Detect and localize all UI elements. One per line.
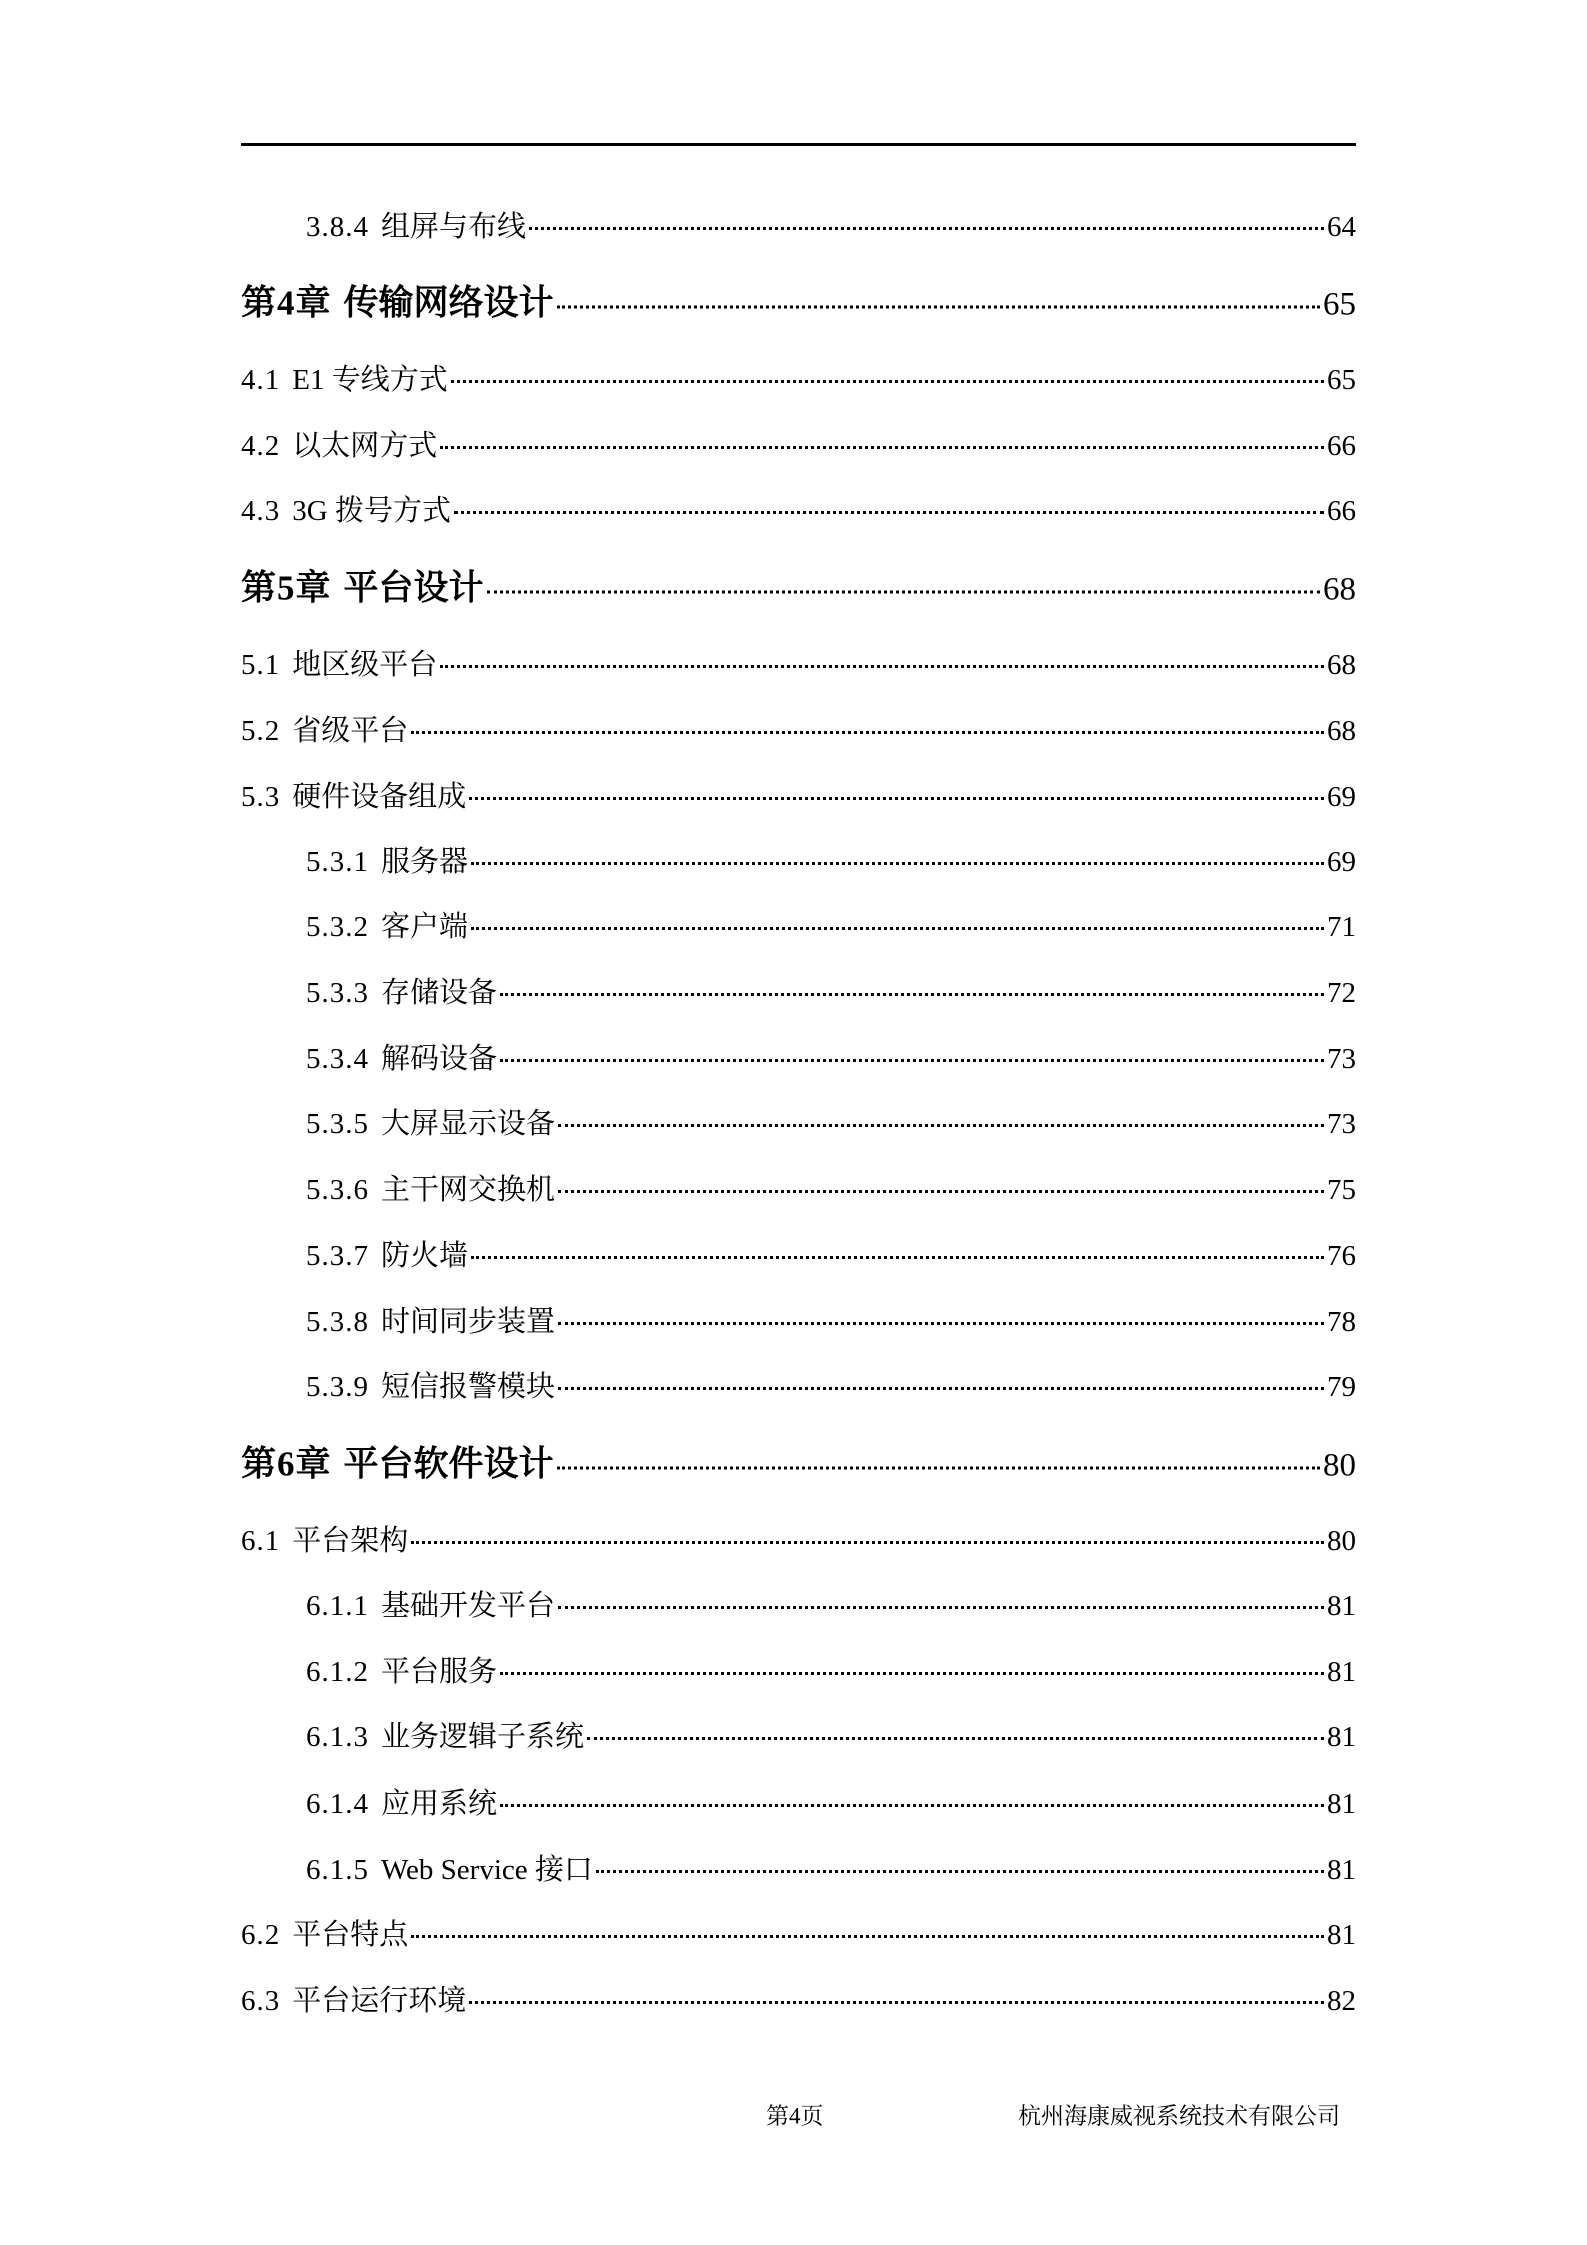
toc-entry-number: 6.1.3	[306, 1721, 369, 1753]
toc-entry[interactable]	[306, 1784, 1356, 1824]
toc-entry-page: 68	[1323, 571, 1356, 608]
toc-entry-number: 5.3.3	[306, 977, 369, 1009]
toc-entry-title: 硬件设备组成	[292, 781, 467, 813]
toc-entry[interactable]	[241, 426, 1356, 466]
toc-entry[interactable]	[241, 281, 1356, 328]
dot-leader	[596, 1870, 1324, 1873]
dot-leader	[557, 306, 1320, 309]
toc-entry-title: 基础开发平台	[381, 1590, 556, 1622]
toc-entry[interactable]	[306, 1039, 1356, 1079]
toc-entry-title: 客户端	[381, 911, 469, 943]
toc-entry-title: 时间同步装置	[381, 1306, 556, 1338]
toc-entry[interactable]	[241, 1981, 1356, 2021]
toc-entry-number: 5.3.1	[306, 846, 369, 878]
toc-entry-page: 81	[1327, 1788, 1356, 1820]
toc-entry-page: 68	[1327, 649, 1356, 681]
toc-entry-number: 4.3	[241, 495, 281, 527]
toc-entry-number: 5.3.2	[306, 911, 369, 943]
dot-leader	[471, 1256, 1324, 1259]
toc-entry-number: 5.3.7	[306, 1240, 369, 1272]
dot-leader	[440, 665, 1324, 668]
toc-entry-title: 平台设计	[343, 568, 484, 608]
toc-entry-title: 主干网交换机	[381, 1174, 556, 1206]
toc-entry-number: 5.3.8	[306, 1306, 369, 1338]
footer-company-name: 杭州海康威视系统技术有限公司	[1018, 2103, 1340, 2129]
toc-entry-number: 6.1.1	[306, 1590, 369, 1622]
toc-entry-page: 82	[1327, 1985, 1356, 2017]
toc-entry-number: 5.3.9	[306, 1371, 369, 1403]
toc-entry-page: 73	[1327, 1108, 1356, 1140]
toc-entry-number: 第6章	[241, 1444, 332, 1484]
toc-entry-number: 6.1.5	[306, 1854, 369, 1886]
toc-entry-page: 73	[1327, 1043, 1356, 1075]
toc-entry-title: 解码设备	[381, 1043, 498, 1075]
toc-entry-page: 78	[1327, 1306, 1356, 1338]
toc-entry[interactable]	[241, 1442, 1356, 1489]
dot-leader	[529, 227, 1324, 230]
toc-entry-page: 81	[1327, 1721, 1356, 1753]
toc-entry[interactable]	[241, 566, 1356, 613]
toc-entry-page: 65	[1327, 364, 1356, 396]
toc-entry-page: 80	[1323, 1447, 1356, 1484]
footer-page-number: 第4页	[766, 2103, 824, 2129]
toc-entry-page: 71	[1327, 911, 1356, 943]
toc-entry[interactable]	[306, 1104, 1356, 1144]
toc-entry[interactable]	[241, 777, 1356, 817]
toc-entry-number: 第4章	[241, 283, 332, 323]
toc-entry[interactable]	[241, 1521, 1356, 1561]
dot-leader	[469, 2001, 1324, 2004]
toc-entry[interactable]	[306, 842, 1356, 882]
toc-entry-page: 81	[1327, 1854, 1356, 1886]
toc-entry-title: 组屏与布线	[381, 211, 527, 243]
toc-entry[interactable]	[306, 1586, 1356, 1626]
toc-entry-page: 69	[1327, 846, 1356, 878]
toc-entry-number: 5.3.4	[306, 1043, 369, 1075]
toc-entry[interactable]	[306, 1170, 1356, 1210]
dot-leader	[558, 1387, 1324, 1390]
toc-entry[interactable]	[241, 491, 1356, 531]
toc-entry-title: 平台特点	[292, 1919, 409, 1951]
dot-leader	[558, 1322, 1324, 1325]
toc-entry[interactable]	[241, 360, 1356, 400]
toc-entry[interactable]	[306, 1367, 1356, 1407]
dot-leader	[451, 380, 1324, 383]
toc-entry-page: 69	[1327, 781, 1356, 813]
toc-entry-title: 以太网方式	[292, 430, 438, 462]
toc-entry-page: 80	[1327, 1525, 1356, 1557]
toc-entry-title: 3G 拨号方式	[292, 495, 451, 527]
dot-leader	[587, 1737, 1324, 1740]
dot-leader	[500, 1059, 1324, 1062]
toc-entry-page: 66	[1327, 430, 1356, 462]
toc-entry-number: 6.1	[241, 1525, 281, 1557]
toc-entry-number: 3.8.4	[306, 211, 369, 243]
toc-entry-number: 6.3	[241, 1985, 281, 2017]
toc-entry-number: 4.2	[241, 430, 281, 462]
toc-entry-title: 服务器	[381, 846, 469, 878]
dot-leader	[471, 862, 1324, 865]
toc-entry-page: 72	[1327, 977, 1356, 1009]
toc-entry-number: 5.1	[241, 649, 281, 681]
dot-leader	[411, 1541, 1324, 1544]
toc-entry-page: 76	[1327, 1240, 1356, 1272]
dot-leader	[500, 1672, 1324, 1675]
toc-entry[interactable]	[306, 1236, 1356, 1276]
toc-entry-title: 短信报警模块	[381, 1371, 556, 1403]
toc-entry-number: 6.2	[241, 1919, 281, 1951]
dot-leader	[487, 591, 1320, 594]
toc-entry-title: 大屏显示设备	[381, 1108, 556, 1140]
toc-entry[interactable]	[241, 711, 1356, 751]
dot-leader	[558, 1124, 1324, 1127]
toc-entry-title: 平台服务	[381, 1656, 498, 1688]
dot-leader	[411, 731, 1324, 734]
toc-entry-title: Web Service 接口	[381, 1854, 593, 1886]
toc-entry-number: 5.3.5	[306, 1108, 369, 1140]
dot-leader	[557, 1467, 1320, 1470]
dot-leader	[558, 1190, 1324, 1193]
toc-entry-title: 应用系统	[381, 1788, 498, 1820]
toc-entry-title: 业务逻辑子系统	[381, 1721, 585, 1753]
toc-entry-number: 4.1	[241, 364, 281, 396]
toc-entry-page: 81	[1327, 1656, 1356, 1688]
toc-entry-title: 平台软件设计	[343, 1444, 554, 1484]
toc-entry-title: 传输网络设计	[343, 283, 554, 323]
toc-entry-number: 第5章	[241, 568, 332, 608]
dot-leader	[500, 1804, 1324, 1807]
toc-entry-number: 6.1.4	[306, 1788, 369, 1820]
toc-entry[interactable]	[306, 1717, 1356, 1757]
dot-leader	[440, 446, 1324, 449]
toc-entry-number: 5.2	[241, 715, 281, 747]
toc-entry[interactable]	[306, 1302, 1356, 1342]
toc-entry-page: 65	[1323, 286, 1356, 323]
toc-entry[interactable]	[306, 907, 1356, 947]
dot-leader	[500, 993, 1324, 996]
toc-entry-number: 5.3.6	[306, 1174, 369, 1206]
toc-entry-title: 地区级平台	[292, 649, 438, 681]
toc-entry-title: 平台架构	[292, 1525, 409, 1557]
toc-entry-title: 存储设备	[381, 977, 498, 1009]
toc-entry-title: E1 专线方式	[292, 364, 448, 396]
dot-leader	[558, 1606, 1324, 1609]
dot-leader	[469, 797, 1324, 800]
toc-entry[interactable]	[306, 973, 1356, 1013]
toc-entry-page: 81	[1327, 1919, 1356, 1951]
toc-entry-title: 平台运行环境	[292, 1985, 467, 2017]
toc-entry-page: 81	[1327, 1590, 1356, 1622]
toc-entry-page: 68	[1327, 715, 1356, 747]
toc-entry-page: 66	[1327, 495, 1356, 527]
dot-leader	[454, 511, 1324, 514]
toc-entry-page: 64	[1327, 211, 1356, 243]
toc-entry-number: 5.3	[241, 781, 281, 813]
header-rule	[241, 143, 1356, 146]
toc-entry-title: 省级平台	[292, 715, 409, 747]
toc-entry[interactable]	[306, 207, 1356, 247]
toc-entry[interactable]	[241, 645, 1356, 685]
toc-entry-page: 79	[1327, 1371, 1356, 1403]
toc-entry[interactable]	[241, 1915, 1356, 1955]
dot-leader	[471, 927, 1324, 930]
toc-entry[interactable]	[306, 1652, 1356, 1692]
toc-entry[interactable]	[306, 1850, 1356, 1890]
toc-entry-page: 75	[1327, 1174, 1356, 1206]
toc-entry-title: 防火墙	[381, 1240, 469, 1272]
toc-entry-number: 6.1.2	[306, 1656, 369, 1688]
dot-leader	[411, 1935, 1324, 1938]
